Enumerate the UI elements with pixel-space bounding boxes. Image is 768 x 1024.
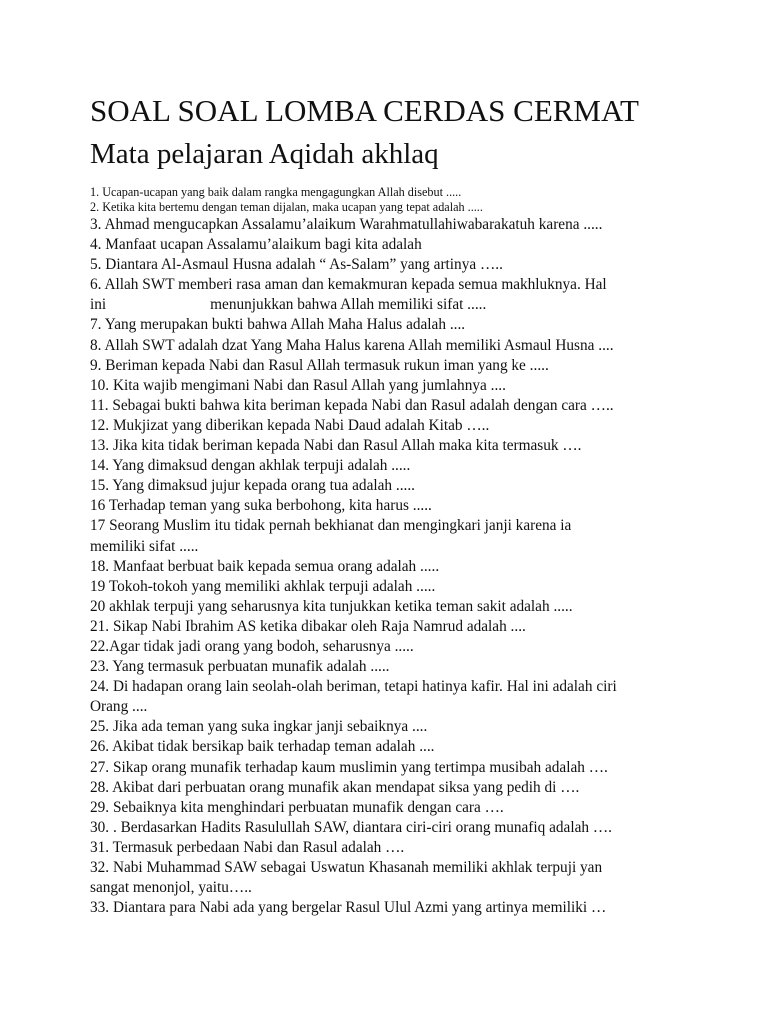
question-6-rest: menunjukkan bahwa Allah memiliki sifat .....	[210, 296, 487, 314]
question-6: 6. Allah SWT memberi rasa aman dan kemakmuran kepada semua makhluknya. Hal	[90, 276, 607, 294]
question-33: 33. Diantara para Nabi ada yang bergelar Rasul Ulul Azmi yang artinya memiliki …	[90, 899, 607, 917]
question-7: 7. Yang merupakan bukti bahwa Allah Maha Halus adalah ....	[90, 316, 466, 334]
question-14: 14. Yang dimaksud dengan akhlak terpuji adalah .....	[90, 457, 411, 475]
question-19: 19 Tokoh-tokoh yang memiliki akhlak terpuji adalah .....	[90, 577, 436, 595]
question-3: 3. Ahmad mengucapkan Assalamu’alaikum Warahmatullahiwabarakatuh karena .....	[90, 216, 603, 233]
question-12: 12. Mukjizat yang diberikan kepada Nabi Daud adalah Kitab …..	[90, 416, 490, 434]
question-29: 29. Sebaiknya kita menghindari perbuatan munafik dengan cara ….	[90, 798, 504, 816]
question-15: 15. Yang dimaksud jujur kepada orang tua adalah .....	[90, 477, 415, 495]
question-22: 22.Agar tidak jadi orang yang bodoh, seharusnya .....	[90, 637, 414, 655]
question-18: 18. Manfaat berbuat baik kepada semua orang adalah .....	[90, 557, 440, 575]
question-32: 32. Nabi Muhammad SAW sebagai Uswatun Khasanah memiliki akhlak terpuji yan	[90, 859, 603, 876]
question-27: 27. Sikap orang munafik terhadap kaum muslimin yang tertimpa musibah adalah ….	[90, 758, 608, 776]
question-24-continuation: Orang ....	[90, 698, 148, 716]
question-32-continuation: sangat menonjol, yaitu…..	[90, 879, 252, 897]
question-2: 2. Ketika kita bertemu dengan teman dijalan, maka ucapan yang tepat adalah .....	[90, 200, 483, 214]
question-1: 1. Ucapan-ucapan yang baik dalam rangka mengagungkan Allah disebut .....	[90, 185, 462, 199]
question-5: 5. Diantara Al-Asmaul Husna adalah “ As-Salam” yang artinya …..	[90, 256, 503, 274]
page-title: SOAL SOAL LOMBA CERDAS CERMAT	[90, 93, 639, 128]
document-page	[90, 88, 690, 918]
question-23: 23. Yang termasuk perbuatan munafik adalah .....	[90, 658, 390, 676]
question-24: 24. Di hadapan orang lain seolah-olah beriman, tetapi hatinya kafir. Hal ini adalah ciri	[90, 678, 617, 696]
question-17: 17 Seorang Muslim itu tidak pernah bekhianat dan mengingkari janji karena ia	[90, 517, 572, 535]
question-17-continuation: memiliki sifat .....	[90, 537, 199, 555]
question-8: 8. Allah SWT adalah dzat Yang Maha Halus karena Allah memiliki Asmaul Husna ....	[90, 336, 614, 354]
page-subtitle: Mata pelajaran Aqidah akhlaq	[90, 138, 439, 170]
question-16: 16 Terhadap teman yang suka berbohong, kita harus .....	[90, 497, 432, 515]
question-20: 20 akhlak terpuji yang seharusnya kita tunjukkan ketika teman sakit adalah .....	[90, 597, 573, 615]
question-4: 4. Manfaat ucapan Assalamu’alaikum bagi kita adalah	[90, 236, 422, 254]
question-10: 10. Kita wajib mengimani Nabi dan Rasul Allah yang jumlahnya ....	[90, 376, 506, 394]
question-13: 13. Jika kita tidak beriman kepada Nabi dan Rasul Allah maka kita termasuk ….	[90, 437, 582, 455]
question-26: 26. Akibat tidak bersikap baik terhadap teman adalah ....	[90, 738, 435, 756]
question-31: 31. Termasuk perbedaan Nabi dan Rasul adalah ….	[90, 838, 405, 856]
question-30: 30. . Berdasarkan Hadits Rasulullah SAW, diantara ciri-ciri orang munafiq adalah ….	[90, 818, 612, 836]
question-6-word-ini: ini	[90, 296, 107, 314]
question-25: 25. Jika ada teman yang suka ingkar janji sebaiknya ....	[90, 718, 428, 736]
question-28: 28. Akibat dari perbuatan orang munafik akan mendapat siksa yang pedih di ….	[90, 778, 580, 796]
question-21: 21. Sikap Nabi Ibrahim AS ketika dibakar oleh Raja Namrud adalah ....	[90, 617, 526, 635]
question-9: 9. Beriman kepada Nabi dan Rasul Allah termasuk rukun iman yang ke .....	[90, 356, 549, 374]
question-6-continuation	[90, 295, 690, 315]
question-11: 11. Sebagai bukti bahwa kita beriman kepada Nabi dan Rasul adalah dengan cara …..	[90, 396, 614, 414]
